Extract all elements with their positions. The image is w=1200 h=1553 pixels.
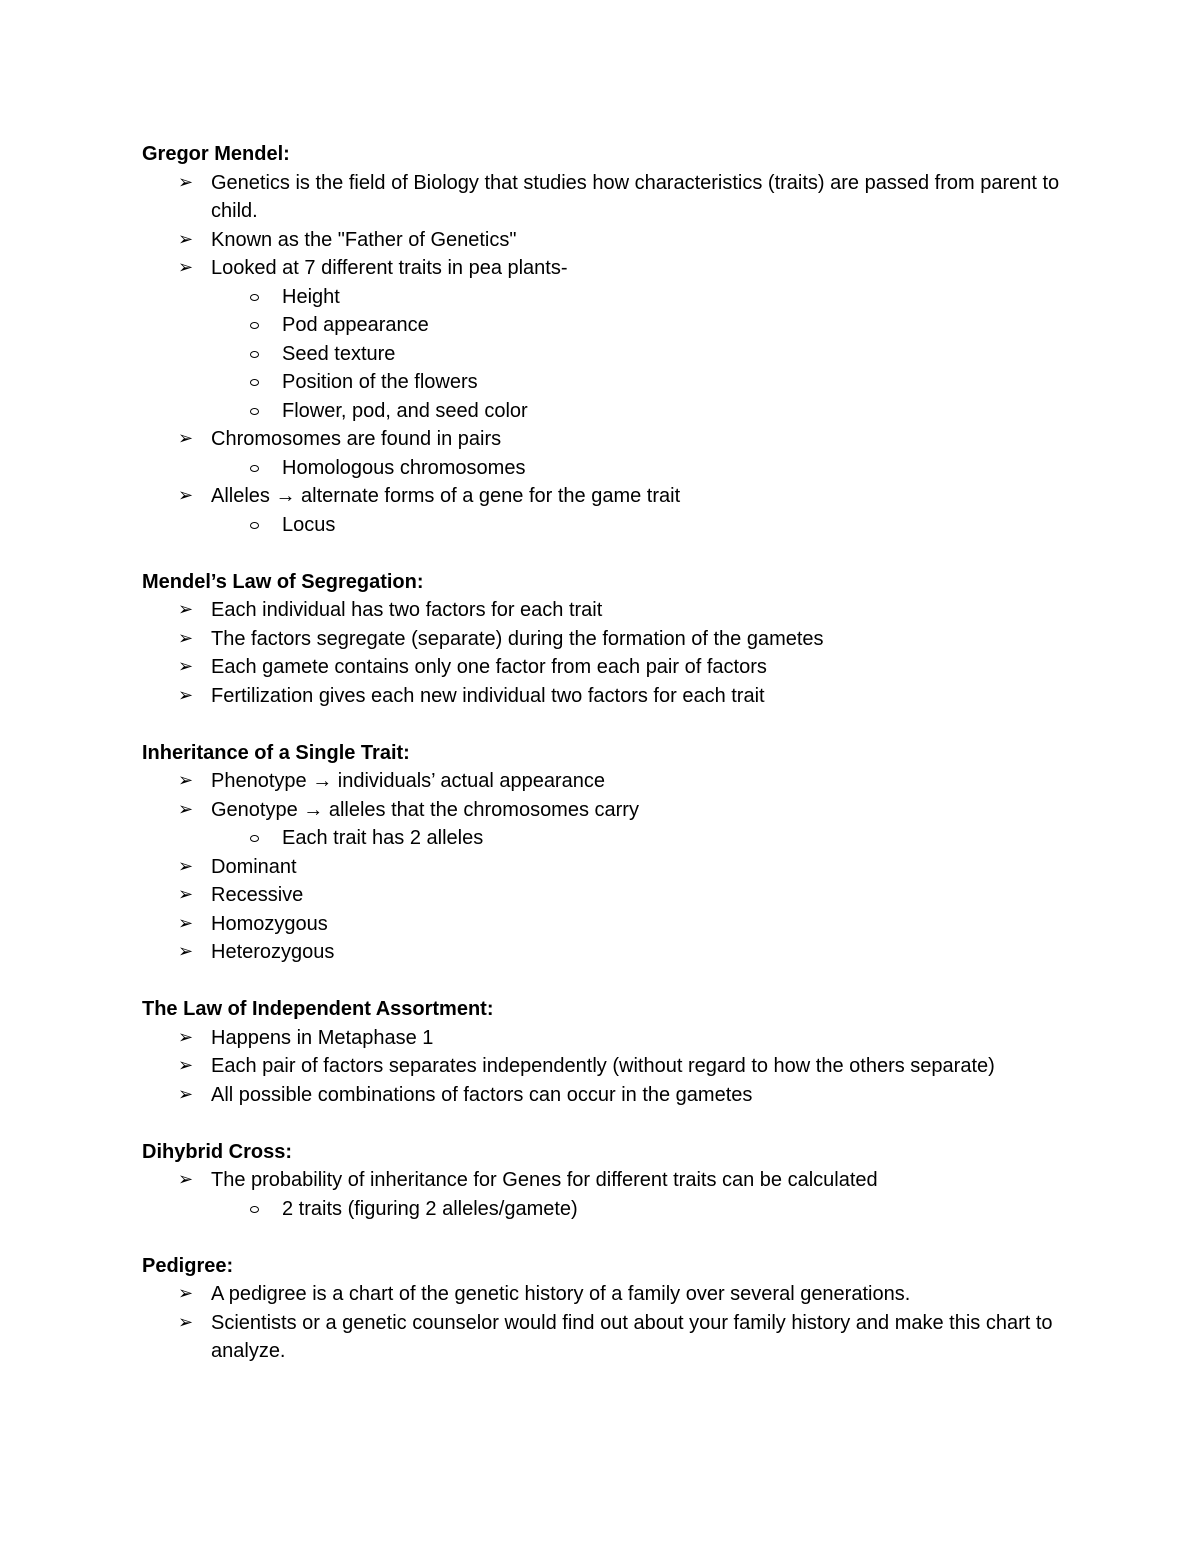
section-gregor-mendel [142,140,1072,539]
list-item-text: Flower, pod, and seed color [282,399,528,422]
list-item-text: Phenotype → individuals’ actual appearance [211,770,605,792]
list-item [142,1081,1072,1110]
section-heading: Pedigree: [142,1254,234,1277]
list-item-text: Chromosomes are found in pairs [211,428,502,450]
list-item [142,1024,1072,1053]
list-item [142,226,1072,255]
hollow-circle-bullet-icon [250,1206,259,1213]
list-item-text: Genotype → alleles that the chromosomes carry [211,798,639,821]
arrowhead-bullet-icon: ➢ [178,1083,194,1105]
bullet-list [142,767,1072,967]
sub-list-item [142,283,1072,312]
list-item-text: All possible combinations of factors can occur in the gametes [211,1083,753,1106]
list-item-text: Happens in Metaphase 1 [211,1026,434,1049]
section-heading: Gregor Mendel: [142,143,290,165]
list-item [142,910,1072,939]
list-item [142,881,1072,910]
arrowhead-bullet-icon: ➢ [178,428,194,449]
section-pedigree [142,1252,1072,1366]
document-body [142,140,1072,1394]
list-item-text: Fertilization gives each new individual two factors for each trait [211,684,765,707]
arrowhead-bullet-icon: ➢ [178,485,194,506]
sub-list-item [142,311,1072,340]
list-item [142,796,1072,825]
arrowhead-bullet-icon: ➢ [178,1055,194,1076]
arrowhead-bullet-icon: ➢ [178,855,194,877]
sub-list-item [142,824,1072,853]
sub-list-item [142,340,1072,369]
list-item [142,938,1072,967]
list-item-text: Each trait has 2 alleles [282,827,484,849]
list-item-text: Dominant [211,855,297,878]
list-item [142,254,1072,283]
arrowhead-bullet-icon: ➢ [178,941,194,962]
hollow-circle-bullet-icon [250,408,259,415]
list-item [142,625,1072,654]
arrowhead-bullet-icon: ➢ [178,770,194,791]
section-heading: The Law of Independent Assortment: [142,998,494,1020]
section-heading: Mendel’s Law of Segregation: [142,570,424,593]
arrowhead-bullet-icon: ➢ [178,599,194,620]
arrowhead-bullet-icon: ➢ [178,884,194,905]
arrowhead-bullet-icon: ➢ [178,1026,194,1048]
arrowhead-bullet-icon: ➢ [178,228,194,250]
bullet-list [142,169,1072,540]
list-item [142,767,1072,796]
arrowhead-bullet-icon: ➢ [178,627,194,649]
list-item-text: The factors segregate (separate) during the formation of the gametes [211,627,824,650]
hollow-circle-bullet-icon [250,322,259,329]
list-item [142,682,1072,711]
arrowhead-bullet-icon: ➢ [178,1311,194,1333]
list-item [142,482,1072,511]
list-item [142,853,1072,882]
list-item [142,169,1072,226]
arrowhead-bullet-icon: ➢ [178,257,194,278]
list-item-text: Seed texture [282,342,396,365]
list-item-text: Genetics is the field of Biology that studies how characteristics (traits) are passed from parent to child. [211,171,1060,222]
list-item [142,1280,1072,1309]
list-item-text: A pedigree is a chart of the genetic history of a family over several generations. [211,1283,911,1305]
sub-list-item [142,397,1072,426]
list-item-text: Position of the flowers [282,371,478,393]
arrowhead-bullet-icon: ➢ [178,1169,194,1190]
section-mendel-s-law-of-segregation [142,568,1072,711]
list-item-text: 2 traits (figuring 2 alleles/gamete) [282,1197,578,1220]
list-item-text: Pod appearance [282,314,429,336]
list-item [142,1166,1072,1195]
section-dihybrid-cross [142,1138,1072,1224]
list-item [142,596,1072,625]
list-item-text: The probability of inheritance for Genes for different traits can be calculated [211,1169,878,1191]
arrowhead-bullet-icon: ➢ [178,684,194,706]
list-item-text: Locus [282,513,336,536]
list-item [142,653,1072,682]
section-the-law-of-independent-assortment [142,995,1072,1109]
hollow-circle-bullet-icon [250,465,259,472]
list-item-text: Homozygous [211,912,328,935]
sub-list-item [142,368,1072,397]
list-item [142,425,1072,454]
arrowhead-bullet-icon: ➢ [178,1283,194,1304]
list-item [142,1309,1072,1366]
hollow-circle-bullet-icon [250,379,259,386]
sub-list-item [142,454,1072,483]
bullet-list [142,1280,1072,1366]
arrowhead-bullet-icon: ➢ [178,171,194,193]
hollow-circle-bullet-icon [250,522,259,529]
list-item-text: Height [282,285,340,308]
sub-list-item [142,511,1072,540]
list-item-text: Each individual has two factors for each trait [211,599,603,621]
arrowhead-bullet-icon: ➢ [178,798,194,820]
list-item-text: Homologous chromosomes [282,456,526,479]
bullet-list [142,1166,1072,1223]
list-item-text: Heterozygous [211,941,335,963]
list-item-text: Known as the "Father of Genetics" [211,228,517,251]
bullet-list [142,1024,1072,1110]
list-item-text: Each pair of factors separates independently (without regard to how the others separate) [211,1055,995,1077]
list-item [142,1052,1072,1081]
arrowhead-bullet-icon: ➢ [178,912,194,934]
list-item-text: Looked at 7 different traits in pea plants- [211,257,568,279]
list-item-text: Recessive [211,884,304,906]
bullet-list [142,596,1072,710]
section-heading: Dihybrid Cross: [142,1140,293,1163]
hollow-circle-bullet-icon [250,294,259,301]
section-heading: Inheritance of a Single Trait: [142,741,410,764]
list-item-text: Scientists or a genetic counselor would find out about your family history and make this chart to analyze. [211,1311,1053,1362]
section-inheritance-of-a-single-trait [142,739,1072,967]
list-item-text: Alleles → alternate forms of a gene for the game trait [211,485,681,507]
arrowhead-bullet-icon: ➢ [178,656,194,677]
hollow-circle-bullet-icon [250,351,259,358]
hollow-circle-bullet-icon [250,835,259,842]
sub-list-item [142,1195,1072,1224]
list-item-text: Each gamete contains only one factor from each pair of factors [211,656,767,678]
